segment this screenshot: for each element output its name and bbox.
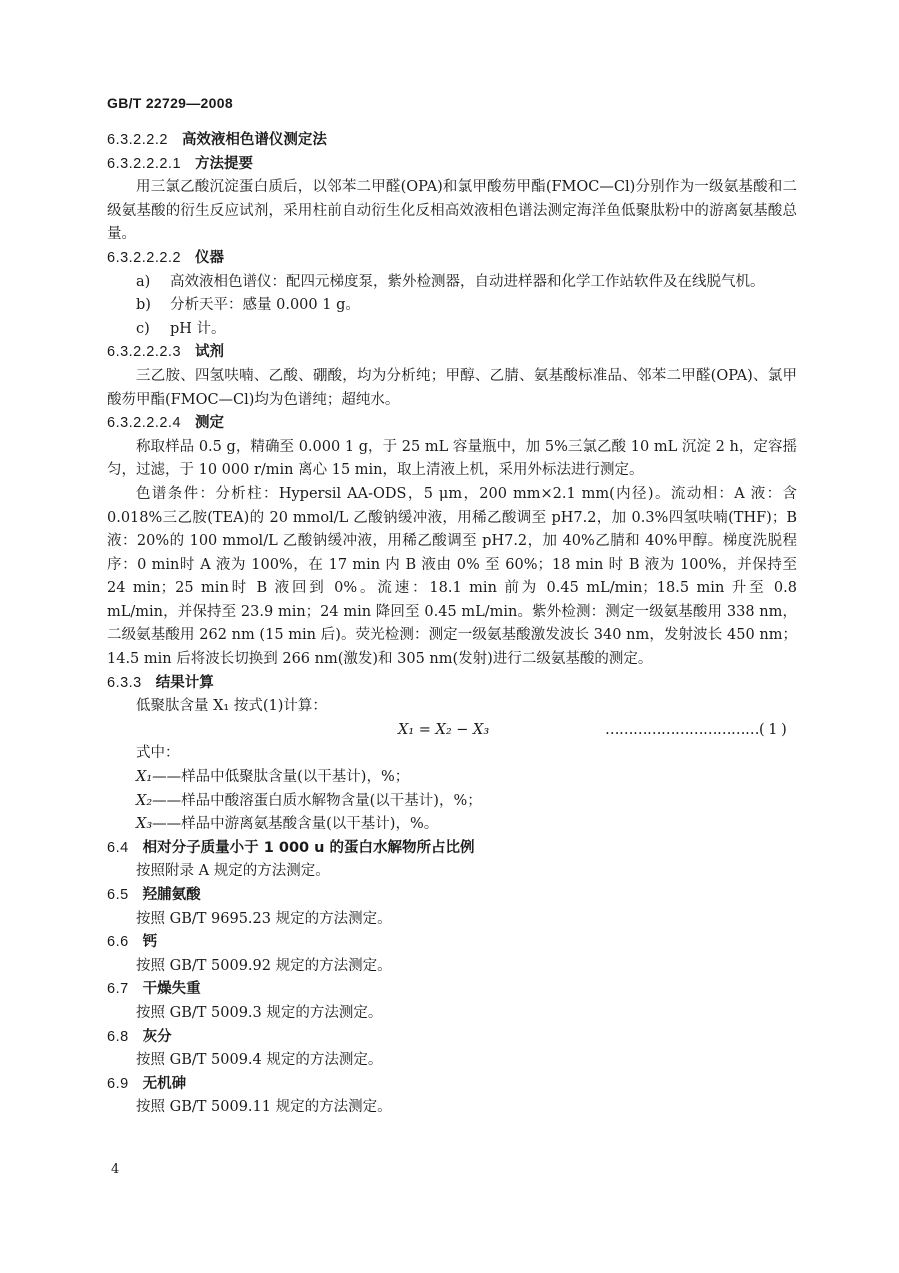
section-number: 6.8	[107, 1028, 129, 1045]
section-number: 6.6	[107, 934, 129, 951]
section-title: 羟脯氨酸	[142, 887, 201, 903]
text-line: 按照 GB/T 5009.11 规定的方法测定。	[136, 1099, 392, 1116]
section-heading	[107, 341, 797, 365]
text-line: 式中：	[136, 745, 180, 762]
formula-expression: X₁ = X₂ − X₃	[398, 721, 490, 738]
section-heading	[107, 1026, 797, 1050]
formula-dots: ……………………………	[605, 721, 759, 738]
section-number: 6.3.2.2.2.1	[107, 155, 182, 172]
section-number: 6.7	[107, 981, 129, 998]
paragraph: 用三氯乙酸沉淀蛋白质后，以邻苯二甲醛(OPA)和氯甲酸芴甲酯(FMOC—Cl)分别作为一级氨基酸和二级氨基酸的衍生反应试剂，采用柱前自动衍生化反相高效液相色谱法测定海洋鱼低聚肽粉中的游离氨基酸总量。	[107, 179, 797, 243]
section-title: 无机砷	[142, 1075, 187, 1092]
symbol: X₂	[136, 792, 153, 809]
list-item-text: 高效液相色谱仪：配四元梯度泵，紫外检测器，自动进样器和化学工作站软件及在线脱气机。	[170, 273, 765, 290]
section-number: 6.3.2.2.2.4	[107, 415, 182, 432]
formula-line	[107, 719, 797, 743]
page-number: 4	[111, 1162, 120, 1177]
symbol-description: ——样品中酸溶蛋白质水解物含量(以干基计)，%；	[152, 792, 482, 809]
section-title: 相对分子质量小于 1 000 u 的蛋白水解物所占比例	[142, 839, 475, 856]
section-heading	[107, 247, 797, 271]
list-item-label: c)	[136, 320, 150, 337]
paragraph: 色谱条件：分析柱：Hypersil AA-ODS，5 μm，200 mm×2.1 mm(内径)。流动相：A 液：含 0.018%三乙胺(TEA)的 20 mmol/L 乙酸钠缓冲液，用稀乙酸调至 pH7.2，加 0.3%四氢呋喃(THF)；B 液：20%的 100 mmol/L 乙酸钠缓冲液，用稀乙酸调至 pH7.2，加 40%乙腈和 40%甲醇。梯度洗脱程序：0 min时 A 液为 100%，在 17 min 内 B 液由 0% 至 60%；18 min 时 B 液为 100%，并保持至 24 min；25 min时 B 液回到 0%。流速：18.1 min 前为 0.45 mL/min；18.5 min 升至 0.8 mL/min，并保持至 23.9 min；24 min 降回至 0.45 mL/min。紫外检测：测定一级氨基酸用 338 nm，二级氨基酸用 262 nm (15 min 后)。荧光检测：测定一级氨基酸激发波长 340 nm，发射波长 450 nm；14.5 min 后将波长切换到 266 nm(激发)和 305 nm(发射)进行二级氨基酸的测定。	[107, 485, 797, 668]
text-line: 按照 GB/T 5009.92 规定的方法测定。	[136, 957, 392, 974]
list-item	[107, 294, 797, 318]
section-title: 方法提要	[195, 155, 254, 172]
section-number: 6.3.3	[107, 674, 142, 691]
section-number: 6.9	[107, 1075, 129, 1092]
section-title: 钙	[142, 934, 158, 951]
list-item	[107, 318, 797, 342]
section-number: 6.3.2.2.2.3	[107, 344, 182, 361]
section-heading	[107, 153, 797, 177]
formula-leader	[605, 719, 786, 743]
list-item-label: b)	[136, 297, 151, 314]
section-heading	[107, 129, 797, 153]
symbol: X₁	[136, 769, 153, 786]
text-line: 按照附录 A 规定的方法测定。	[136, 863, 330, 880]
standard-code: GB/T 22729—2008	[107, 95, 233, 111]
symbol-description: ——样品中低聚肽含量(以干基计)，%；	[152, 769, 410, 786]
symbol: X₃	[136, 816, 153, 833]
section-heading	[107, 884, 797, 908]
section-title: 试剂	[195, 344, 225, 361]
section-title: 高效液相色谱仪测定法	[181, 132, 327, 148]
section-number: 6.3.2.2.2.2	[107, 249, 182, 266]
section-title: 测定	[195, 415, 225, 432]
list-item-label: a)	[136, 273, 151, 290]
section-heading	[107, 672, 797, 696]
list-item-text: pH 计。	[170, 320, 226, 337]
paragraph: 称取样品 0.5 g，精确至 0.000 1 g，于 25 mL 容量瓶中，加 5%三氯乙酸 10 mL 沉淀 2 h，定容摇匀，过滤，于 10 000 r/min 离心 15 min，取上清液上机，采用外标法进行测定。	[107, 438, 797, 479]
list-item	[107, 271, 797, 295]
section-title: 仪器	[195, 249, 225, 266]
text-line: 按照 GB/T 5009.4 规定的方法测定。	[136, 1052, 383, 1069]
text-line: 按照 GB/T 5009.3 规定的方法测定。	[136, 1004, 383, 1021]
section-heading	[107, 1073, 797, 1097]
document-body	[107, 129, 797, 1120]
section-heading	[107, 837, 797, 861]
symbol-definition	[107, 766, 797, 790]
list-item-text: 分析天平：感量 0.000 1 g。	[170, 297, 360, 314]
section-number: 6.4	[107, 839, 129, 856]
section-title: 结果计算	[155, 674, 214, 691]
formula-number: ( 1 )	[759, 721, 787, 738]
section-heading	[107, 978, 797, 1002]
section-number: 6.3.2.2.2	[107, 132, 168, 148]
section-title: 干燥失重	[142, 981, 201, 998]
symbol-definition	[107, 790, 797, 814]
section-heading	[107, 412, 797, 436]
section-title: 灰分	[142, 1028, 172, 1045]
symbol-definition	[107, 813, 797, 837]
paragraph: 低聚肽含量 X₁ 按式(1)计算：	[136, 698, 327, 715]
section-number: 6.5	[107, 887, 129, 903]
symbol-description: ——样品中游离氨基酸含量(以干基计)，%。	[152, 816, 439, 833]
paragraph: 三乙胺、四氢呋喃、乙酸、硼酸，均为分析纯；甲醇、乙腈、氨基酸标准品、邻苯二甲醛(OPA)、氯甲酸芴甲酯(FMOC—Cl)均为色谱纯；超纯水。	[107, 367, 797, 408]
text-line: 按照 GB/T 9695.23 规定的方法测定。	[136, 910, 392, 927]
section-heading	[107, 931, 797, 955]
